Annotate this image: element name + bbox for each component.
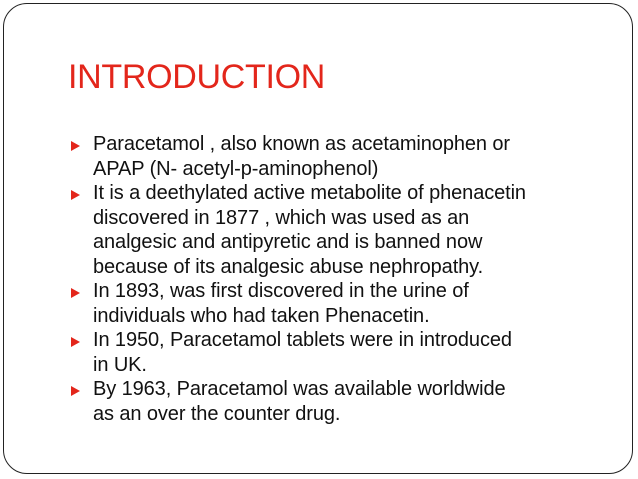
bullet-line: In 1893, was first discovered in the urine of <box>93 280 469 302</box>
triangle-bullet-icon <box>71 386 80 396</box>
bullet-line: analgesic and antipyretic and is banned now <box>93 231 483 253</box>
bullet-line: It is a deethylated active metabolite of phenacetin <box>93 182 526 204</box>
bullet-list <box>69 132 614 426</box>
triangle-bullet-icon <box>71 190 80 200</box>
slide-frame <box>3 3 633 474</box>
slide-title: INTRODUCTION <box>68 58 326 96</box>
triangle-bullet-icon <box>71 337 80 347</box>
bullet-item <box>69 279 614 328</box>
triangle-bullet-icon <box>71 288 80 298</box>
bullet-line: Paracetamol , also known as acetaminophen or <box>93 133 510 155</box>
bullet-line: APAP (N- acetyl-p-aminophenol) <box>93 157 379 180</box>
bullet-item <box>69 181 614 279</box>
bullet-item <box>69 377 614 426</box>
triangle-bullet-icon <box>71 141 80 151</box>
bullet-line: By 1963, Paracetamol was available worldwide <box>93 378 506 400</box>
bullet-line: discovered in 1877 , which was used as an <box>93 206 470 229</box>
bullet-line: in UK. <box>93 353 147 376</box>
bullet-line: individuals who had taken Phenacetin. <box>93 304 430 327</box>
bullet-line: as an over the counter drug. <box>93 402 341 425</box>
bullet-line: because of its analgesic abuse nephropathy. <box>93 255 484 278</box>
bullet-line: In 1950, Paracetamol tablets were in introduced <box>93 329 512 351</box>
bullet-item <box>69 328 614 377</box>
bullet-item <box>69 132 614 181</box>
